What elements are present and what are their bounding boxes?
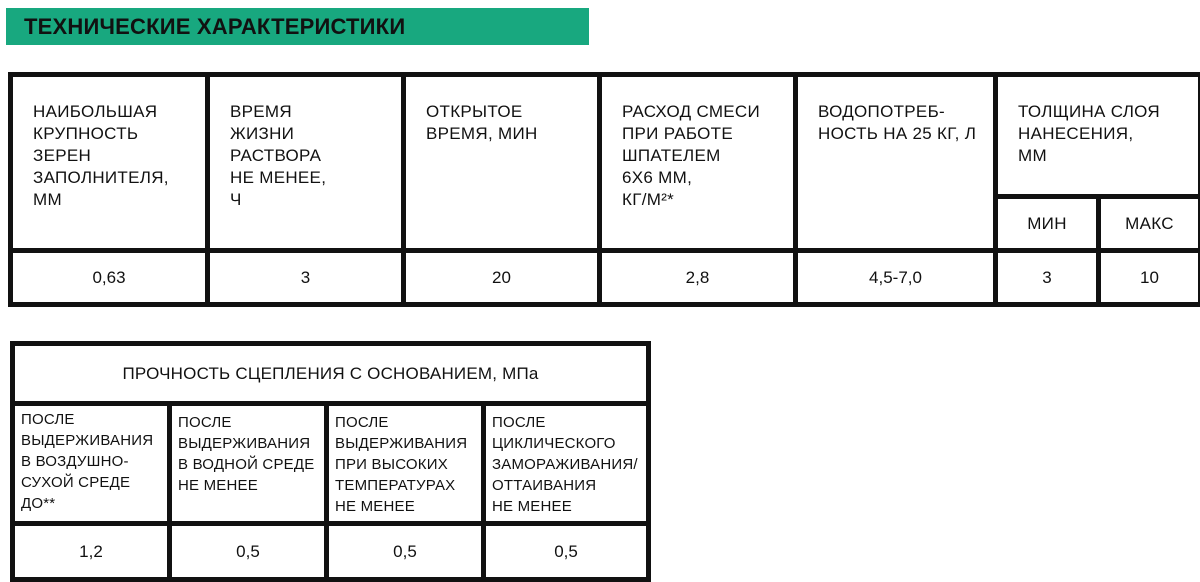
specs-value-row	[11, 251, 1200, 305]
value-thickness-max: 10	[1099, 251, 1200, 305]
header-cell-consumption: РАСХОД СМЕСИ ПРИ РАБОТЕ ШПАТЕЛЕМ 6Х6 ММ, КГ/М²*	[600, 75, 796, 251]
adhesion-header-row	[13, 404, 649, 524]
value-grain-size: 0,63	[11, 251, 208, 305]
header-cell-freeze-thaw: ПОСЛЕ ЦИКЛИЧЕСКОГО ЗАМОРАЖИВАНИЯ/ ОТТАИВАНИЯ НЕ МЕНЕЕ	[484, 404, 649, 524]
value-pot-life: 3	[208, 251, 404, 305]
adhesion-value-row	[13, 524, 649, 580]
adhesion-caption: ПРОЧНОСТЬ СЦЕПЛЕНИЯ С ОСНОВАНИЕМ, МПа	[13, 344, 649, 404]
value-air-dry: 1,2	[13, 524, 170, 580]
adhesion-caption-row	[13, 344, 649, 404]
value-open-time: 20	[404, 251, 600, 305]
header-cell-open-time: ОТКРЫТОЕ ВРЕМЯ, МИН	[404, 75, 600, 251]
value-freeze-thaw: 0,5	[484, 524, 649, 580]
value-water-demand: 4,5-7,0	[796, 251, 996, 305]
value-water: 0,5	[170, 524, 327, 580]
subheader-min: МИН	[996, 197, 1099, 251]
value-high-temp: 0,5	[327, 524, 484, 580]
header-cell-pot-life: ВРЕМЯ ЖИЗНИ РАСТВОРА НЕ МЕНЕЕ, Ч	[208, 75, 404, 251]
header-cell-water-demand: ВОДОПОТРЕБ- НОСТЬ НА 25 КГ, Л	[796, 75, 996, 251]
specs-header-row	[11, 75, 1200, 197]
header-cell-layer-thickness: ТОЛЩИНА СЛОЯ НАНЕСЕНИЯ, ММ	[996, 75, 1200, 197]
subheader-max: МАКС	[1099, 197, 1200, 251]
header-cell-high-temp: ПОСЛЕ ВЫДЕРЖИВАНИЯ ПРИ ВЫСОКИХ ТЕМПЕРАТУРАХ НЕ МЕНЕЕ	[327, 404, 484, 524]
page-title: ТЕХНИЧЕСКИЕ ХАРАКТЕРИСТИКИ	[24, 13, 406, 39]
value-thickness-min: 3	[996, 251, 1099, 305]
adhesion-table	[10, 341, 651, 582]
header-cell-water: ПОСЛЕ ВЫДЕРЖИВАНИЯ В ВОДНОЙ СРЕДЕ НЕ МЕНЕЕ	[170, 404, 327, 524]
title-banner	[6, 8, 589, 45]
header-cell-air-dry: ПОСЛЕ ВЫДЕРЖИВАНИЯ В ВОЗДУШНО- СУХОЙ СРЕДЕ ДО**	[13, 404, 170, 524]
value-consumption: 2,8	[600, 251, 796, 305]
specs-table	[8, 72, 1200, 307]
header-cell-grain-size: НАИБОЛЬШАЯ КРУПНОСТЬ ЗЕРЕН ЗАПОЛНИТЕЛЯ, ММ	[11, 75, 208, 251]
